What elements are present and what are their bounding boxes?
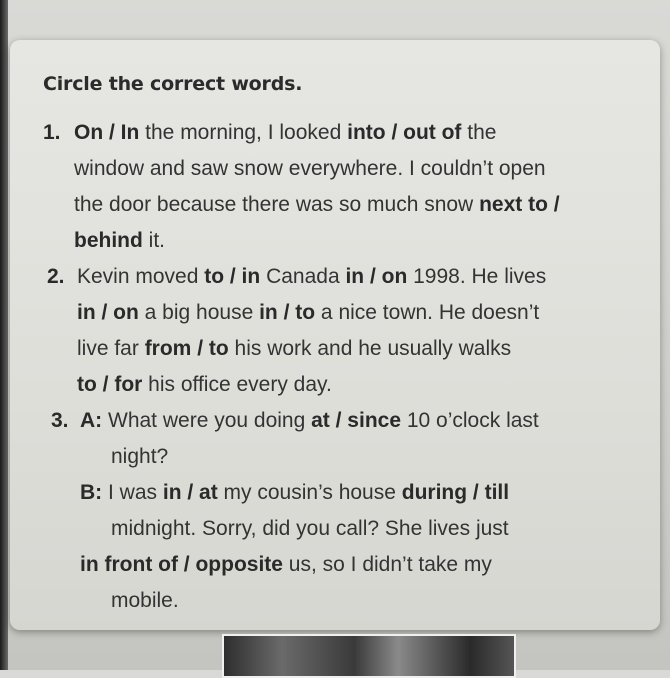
worksheet-page <box>10 40 660 630</box>
exercise-line <box>80 552 492 578</box>
sentence-text: my cousin’s house <box>217 481 402 504</box>
sentence-text: 10 o’clock last <box>401 409 539 432</box>
sentence-text: live far <box>77 337 145 360</box>
word-choice[interactable]: in / to <box>259 301 316 324</box>
word-choice[interactable]: during / till <box>401 481 510 504</box>
exercise-line <box>111 516 509 542</box>
sentence-text: night? <box>111 445 169 468</box>
word-choice[interactable]: in / on <box>345 265 408 288</box>
exercise-line <box>77 264 546 290</box>
exercise-line <box>77 336 511 362</box>
word-choice[interactable]: behind <box>74 229 143 252</box>
photo-strip <box>222 634 516 678</box>
exercise-line <box>80 408 539 434</box>
sentence-text: the door because there was so much snow <box>74 193 480 216</box>
sentence-text: Kevin moved <box>77 265 205 288</box>
word-choice[interactable]: next to / <box>479 193 560 216</box>
word-choice[interactable]: to / in <box>204 265 261 288</box>
word-choice[interactable]: On / In <box>74 121 140 144</box>
word-choice[interactable]: to / for <box>77 373 143 396</box>
item-number: 2. <box>47 265 65 288</box>
exercise-line <box>77 300 539 326</box>
sentence-text: the <box>461 121 497 144</box>
word-choice[interactable]: in / at <box>162 481 218 504</box>
sentence-text: his office every day. <box>142 373 332 396</box>
sentence-text: the morning, I looked <box>139 121 348 144</box>
sentence-text: his work and he usually walks <box>228 337 512 360</box>
sentence-text: it. <box>142 229 165 252</box>
book-spine-edge <box>0 0 8 670</box>
sentence-text: us, so I didn’t take my <box>282 553 492 576</box>
exercise-instruction: Circle the correct words. <box>43 73 303 95</box>
exercise-line <box>74 192 560 218</box>
sentence-text: mobile. <box>111 589 179 612</box>
sentence-text: Canada <box>260 265 346 288</box>
word-choice[interactable]: A: <box>80 409 103 432</box>
word-choice[interactable]: in / on <box>77 301 139 324</box>
sentence-text: midnight. Sorry, did you call? She lives just <box>111 517 509 540</box>
sentence-text: window and saw snow everywhere. I couldn’t open <box>74 157 546 180</box>
word-choice[interactable]: in front of / opposite <box>80 553 283 576</box>
sentence-text: I was <box>102 481 163 504</box>
item-number: 3. <box>51 409 69 432</box>
exercise-line <box>80 480 509 506</box>
exercise-line <box>74 228 165 254</box>
word-choice[interactable]: B: <box>80 481 103 504</box>
sentence-text: a nice town. He doesn’t <box>315 301 540 324</box>
sentence-text: What were you doing <box>102 409 312 432</box>
word-choice[interactable]: from / to <box>144 337 229 360</box>
exercise-line <box>77 372 332 398</box>
word-choice[interactable]: at / since <box>311 409 402 432</box>
item-number: 1. <box>43 121 61 144</box>
exercise-line <box>74 120 496 146</box>
sentence-text: a big house <box>138 301 260 324</box>
exercise-line <box>111 588 179 614</box>
sentence-text: 1998. He lives <box>407 265 547 288</box>
exercise-line <box>111 444 168 470</box>
exercise-line <box>74 156 546 182</box>
word-choice[interactable]: into / out of <box>347 121 462 144</box>
